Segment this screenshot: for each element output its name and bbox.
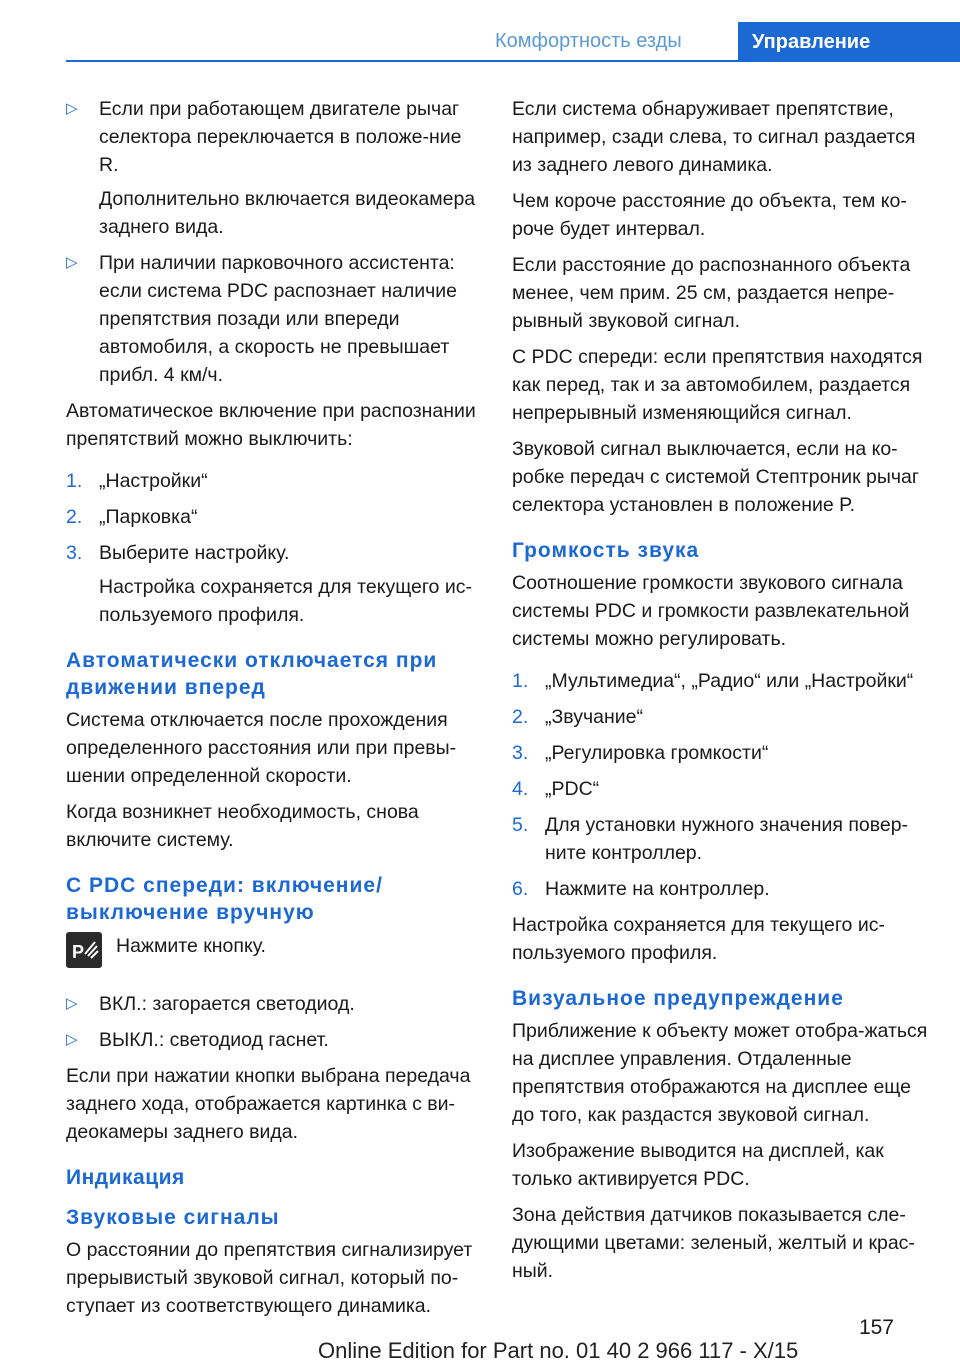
step-item (512, 811, 930, 867)
step-number: 2. (512, 706, 529, 728)
paragraph: О расстоянии до препятствия сигнализирует прерывистый звуковой сигнал, который по-ступает из соответствующего динамика. (66, 1239, 473, 1317)
page-number: 157 (858, 1316, 894, 1339)
bullet-item (66, 249, 484, 389)
step-number: 3. (512, 742, 529, 764)
step-number: 1. (66, 470, 83, 492)
paragraph: Приближение к объекту может отобра-жаться на дисплее управления. Отдаленные препятствия отображаются на дисплее еще до того, как раздастся звуковой сигнал. (512, 1020, 928, 1126)
step-item (512, 875, 930, 903)
paragraph: Если при нажатии кнопки выбрана передача заднего хода, отображается картинка с ви-деокамеры заднего вида. (66, 1065, 471, 1143)
step-number: 2. (66, 506, 83, 528)
step-text: „Мультимедиа“, „Радио“ или „Настройки“ (545, 670, 914, 692)
step-number: 1. (512, 670, 529, 692)
paragraph: Изображение выводится на дисплей, как только активируется PDC. (512, 1140, 884, 1190)
step-number: 5. (512, 814, 529, 836)
bullet-item (66, 990, 484, 1018)
paragraph: Система отключается после прохождения определенного расстояния или при превы-шении определенной скорости. (66, 709, 457, 787)
step-item (66, 467, 484, 495)
paragraph: Автоматическое включение при распознании препятствий можно выключить: (66, 400, 476, 450)
bullet-extra: Дополнительно включается видеокамера заднего вида. (99, 188, 476, 238)
step-number: 6. (512, 878, 529, 900)
edition-note: Online Edition for Part no. 01 40 2 966 117 - X/15 (318, 1338, 799, 1363)
heading-volume: Громкость звука (512, 539, 700, 562)
bullet-item (66, 1026, 484, 1054)
heading-sound: Звуковые сигналы (66, 1206, 280, 1229)
bullet-text: При наличии парковочного ассистента: если система PDC распознает наличие препятствия позади или впереди автомобиля, а скорость не превышает прибл. 4 км/ч. (99, 252, 457, 386)
svg-text:P: P (72, 942, 85, 962)
paragraph: Чем короче расстояние до объекта, тем ко-роче будет интервал. (512, 190, 907, 240)
step-item (512, 739, 930, 767)
heading-auto-off: Автоматически отключается при движении вперед (66, 649, 438, 699)
triangle-right-icon: ▷ (66, 100, 78, 117)
step-item (512, 667, 930, 695)
page-footer (0, 1316, 960, 1362)
bullet-item (66, 95, 484, 241)
bullet-text: ВКЛ.: загорается светодиод. (99, 993, 355, 1015)
pdc-button-icon (66, 932, 102, 968)
step-text: „Парковка“ (99, 506, 198, 528)
page-header (0, 22, 960, 62)
triangle-right-icon: ▷ (66, 995, 78, 1012)
heading-indication: Индикация (66, 1166, 185, 1189)
right-column (512, 95, 930, 1293)
bullet-text: ВЫКЛ.: светодиод гаснет. (99, 1029, 329, 1051)
bullet-text: Если при работающем двигателе рычаг селектора переключается в положе-ние R. (99, 98, 462, 176)
press-button-text: Нажмите кнопку. (116, 935, 266, 957)
step-item (66, 503, 484, 531)
triangle-right-icon: ▷ (66, 254, 78, 271)
paragraph: Если расстояние до распознанного объекта менее, чем прим. 25 см, раздается непре-рывный звуковой сигнал. (512, 254, 911, 332)
header-rule (66, 60, 738, 62)
heading-manual: С PDC спереди: включение/ выключение вручную (66, 874, 383, 924)
step-note: Настройка сохраняется для текущего ис-пользуемого профиля. (99, 576, 472, 626)
step-text: „Регулировка громкости“ (545, 742, 769, 764)
step-number: 3. (66, 542, 83, 564)
paragraph: Зона действия датчиков показывается сле-дующими цветами: зеленый, желтый и крас-ный. (512, 1204, 915, 1282)
paragraph: Если система обнаруживает препятствие, например, сзади слева, то сигнал раздается из заднего левого динамика. (512, 98, 916, 176)
paragraph: Когда возникнет необходимость, снова включите систему. (66, 801, 419, 851)
step-text: Для установки нужного значения повер-ните контроллер. (545, 814, 909, 864)
step-text: „Настройки“ (99, 470, 208, 492)
triangle-right-icon: ▷ (66, 1031, 78, 1048)
step-item (512, 775, 930, 803)
paragraph: С PDC спереди: если препятствия находятся как перед, так и за автомобилем, раздается непрерывный изменяющийся сигнал. (512, 346, 923, 424)
step-number: 4. (512, 778, 529, 800)
button-instruction (66, 932, 484, 980)
chapter-tab: Управление (738, 22, 960, 62)
step-item (66, 539, 484, 629)
heading-visual: Визуальное предупреждение (512, 987, 844, 1010)
paragraph: Настройка сохраняется для текущего ис-пользуемого профиля. (512, 914, 885, 964)
step-text: „Звучание“ (545, 706, 643, 728)
step-text: „PDC“ (545, 778, 600, 800)
paragraph: Звуковой сигнал выключается, если на ко-робке передач с системой Стептроник рычаг селектора установлен в положение P. (512, 438, 919, 516)
step-item (512, 703, 930, 731)
paragraph: Соотношение громкости звукового сигнала системы PDC и громкости развлекательной системы можно регулировать. (512, 572, 910, 650)
step-text: Нажмите на контроллер. (545, 878, 770, 900)
step-text: Выберите настройку. (99, 542, 290, 564)
section-title: Комфортность езды (495, 30, 682, 52)
left-column (66, 95, 484, 1328)
